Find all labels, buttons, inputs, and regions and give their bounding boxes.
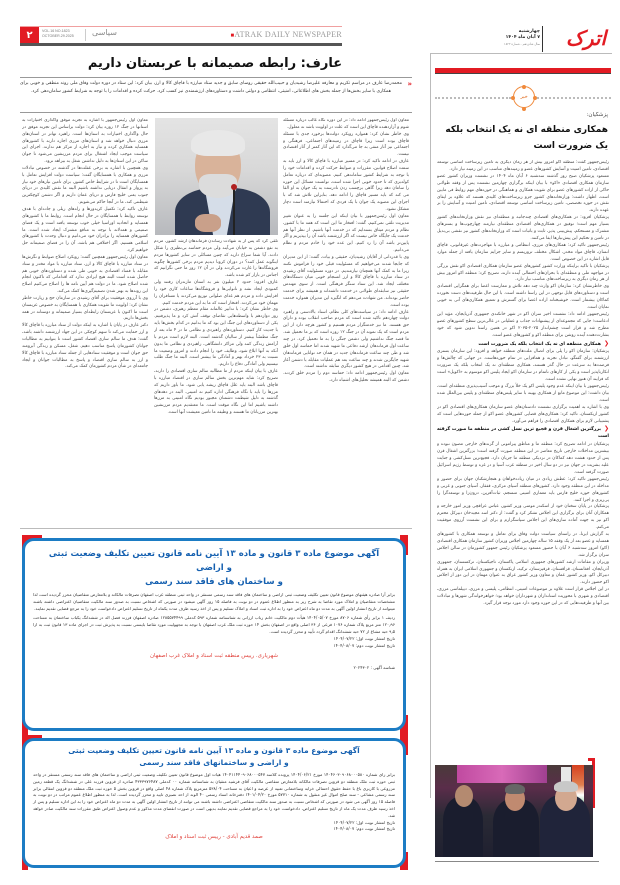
square-bullet-icon: ■: [230, 33, 235, 39]
volume-info: VOL.16 NO.1823 OCTOBER.29.2025: [42, 29, 74, 38]
main-headline: عارف: رابطه صمیمانه با عربستان داریم: [87, 56, 343, 71]
divider: [542, 26, 543, 52]
page-number: ۲: [20, 27, 39, 44]
summit-photo: [435, 765, 593, 857]
article-column-right: معاون اول رئیس‌جمهور ادامه داد: در این دوره نگاه غالب درباره مسئله شوم و آزاردهنده قاچاق این است که علت در اولویت باشد نه معلول. وی خاطر نشان کرد: همواره رویکرد دولت‌ها برخورد جدی با مسئله قاچاق بوده است زیرا قاچاق در زمینه‌های اجتماعی، فرهنگی و اجتماعی نیز آثار منفی به جا می‌گذارد که این آثار کمتر از آثار اقتصادی نیست. عارف در ادامه تاکید کرد: در مسیر مبارزه با قاچاق کالا و ارز باید به سمت اصلاح قوانین، مقررات و ضوابط حرکت کرده و اقدامات خود را با توجه به شرایط کشور ساماندهی کنیم. مصوبه‌ای که درباره تعامل کوله‌بری که تا حدود خوبی اجرا شده است، توانست مسائل این حوزه را سامان دهد زیرا گاهی برچسب زدن نادرست به یک جوان به او القا می کند که باید مسیر قاچاق را ادامه دهد. بنابراین تلاش شد که با اجرای این مصوبه یک جوان با یک فردی که احتمالا نیازمند است دچار مشکل نشود. معاون اول رئیس‌جمهور با بیان اینکه این جلسه را به عنوان تغییر مدیریت تلقی نمی‌کنیم، گفت: افتخار ما این است که همه ما با کشور، نظام و مردم میثاق بسته‌ایم که در خدمت آنها باشیم. از نظر آنها هم خدمت یک جایگاه خاص نیست که اگر ارزشمند باشد آن را بپذیریم و اگر پایین‌تر باشد آن را رد کنیم. این عده خود را خادم مردم و نظام می‌دانیم. وی با قدردانی از آقایان رشیدیان، حقیقی و بیات، گفت: از این مدیران که جابجا شدند می‌خواهیم که مسئولیت قبلی خود را فراموش نکنند زیرا ما به کمک آنها همچنان نیازمندیم. در دوره مسئولیت آقای رشیدی در ستاد مبارزه با قاچاق کالا و ارز انسجام خوبی میان دستگاه‌های مختلف ایجاد شد. این ستاد سنگر فرهنگی است. از سوی مهندس حقیقی نیز سابقه‌ای طولانی در خدمت داشته‌اند و همیشه برای خدمت حاضر بوده‌اند. من شهادت می‌دهم که انگیزه این مدیران همواره خدمت بوده است. عارف ادامه داد: در سیاست‌های کلی نظام، اسناد بالادستی و راهبرد دولت چهاردهم تاکید شده است که مردم صاحب انقلاب بوده و دارای حق هستند. ما نیز خدمتگزار مردم هستیم و کشور هرچه دارد از این مردم است که یک نمونه آن در جنگ ۱۲ روزه است که بر ما تحمیل شد. ما قصد جنگ نداشتیم ولی دشمن جنگی را به ما تحمیل کرد. در چند ساعت اول فرماندهان ارشد دفاعی ما شهید شدند اما حماسه اول خلق شد و طی چند ساعت فرماندهان جدید در همان حد توانایی فرماندهان شهید جایگزین شدند و چند ساعت بعد هم عملیات مقابله با دشمن آغاز شد. چنین اقدامی در هیچ کشور دیگری سابقه نداشته است. معاون اول رئیس‌جمهور ادامه داد: حماسه دوم را مردم خلق کردند. دشمن که البته همیشه تحلیل‌های اشتباه دارد،: [283, 118, 409, 384]
dot-icon: [511, 96, 515, 100]
photo-rule: [435, 861, 599, 862]
side-article-body: رئیس‌جمهور گفت: منطقه اکو امروز بیش از هر زمان دیگری به تامین زیرساخت اساسی توسعه اقتصادی، تامین امنیت و آسایش کشورهای عضو و زمینه‌های مناسب در این زمینه نیاز دارد. مسعود پزشکیان صبح روز گذشته سه‌شنبه ۶ آبان ماه ۱۴۰۴ در نشست وزیران کشور عضو سازمان همکاری اقتصادی «اکو» با بیان اینکه برگزاری چهارمین نشست پس از وقفه طولانی حاکی از اراده کشورهای عضو برای تقویت همکاری و هماهنگی در حوزه‌های مهم روابط فی مابین است، اظهار داشت: وزارتخانه‌های کشور جزو زیرساخت‌های کلیدی هستند که علاوه بر ایفای نقش در حوزه تخصصی، تامین زیرساخت اساسی توسعه اقتصادی، تامین امنیت و آسایش را بر عهده دارند. پزشکیان افزود: در همکاری‌های اقتصادی چندجانبه و منطقه‌ای نیز نقش وزارتخانه‌های کشور بسیار مهم است؛ توفیق در همکاری‌های اقتصادی منطقه‌ای نیازمند چهارچوب‌ها و بسترهای مشترک و مستحکم، پیش‌بینی پذیر، ثابت و باثبات است که وزارتخانه‌های کشور نیز نقشی بی‌بدیل در تامین و تحکیم این پیش‌نیازها ایفا می‌کنند. رئیس‌جمهور تاکید کرد: همکاری‌های مرزی، انتظامی و مبارزه با مهاجرت‌های غیرقانونی، قاچاق انسان، قاچاق مواد مخدر، اشکال مختلف تروریسم و سایر جرایم سازمان یافته از جمله موارد قابل اشاره در این خصوص است. پزشکیان با تاکید براینکه وزارت کشور کشورهای عضو سازمان همکاری اقتصادی اکو نقش بزرگی در مواجهه ملی و منطقه‌ای با بحران‌های احتمالی آینده دارند، تصریح کرد: منطقه اکو امروز بیش از هر زمان دیگری به زیرساخت‌های مناسب نیاز دارد. وی خاطرنشان کرد: سازمان اکو وارث چند دهه تلاش و ممارست اعضا برای همگرایی اقتصادی است و دستاوردهای قابل توجهی در این راستا داشته است. با این حال ظرفیت‌های دست نخورده کماکان بیشمار است. خوشبختانه اراده اعضا برای گسترش و تعمیق همکاری‌های آتی به خوبی نمایان است. رئیس‌جمهور ادامه داد: نشست اخیر سران اکو در شهر خانکندی جمهوری آذربایجان، مؤید این ادعاست؛ جایی که مجموعه‌ای از پیشنهادات جذاب و عملیاتی در عالی‌ترین سطح کشورهای عضو مطرح شد و قرار است چشم‌انداز ۲۰۲۵-۲۰۳۵ اکو در همین راستا تدوین شود که خود بشارت‌دهنده آینده روشن برای منطقه اکو و کشورهای عضو است. ❮همکاری منطقه ای نه یک انتخاب بلکه یک ضرورت است پزشکیان: سازمان اکو را پلی برای اتصال ملت‌های منطقه خواهد و افزود: این سازمان بستری ارزشمند برای گفتگو، تبادل تجربه و همافزایی در تمام حوزه‌هاست. در جهانی که چالش‌ها و فرصت‌ها به سرعت در حال گذر هستند، همکاری منطقه‌ای نه یک انتخاب بلکه یک ضرورت انکارناپذیر است و یکی از کارهای ناتمام در سازمان اکو ایجاد پلیس اکو موسوم به «اکوپل» است که فرایند آن هنوز نهایی نشده است. رئیس‌جمهور با بیان اینکه عدم وجود پلیس اکو یک خلأ بزرگ و موجب آسیب‌پذیری منطقه‌ای است، بیان داشت: این موضوع مانع از همکاری بهینه با سایر پلیس‌های منطقه‌ای و پلیس بین‌الملل شده است. وی با اشاره به اهمیت برگزاری نشست دادستان‌های عضو سازمان همکاری‌های اقتصادی اکو در کشور ازبکستان، تاکید کرد: همکاری‌های قضایی کشورهای عضو اکو از جمله حوزه‌هایی است که پشتیبانی لازم برای همکاری اقتصادی را فراهم می‌آورد. ❮بزرگترین اشغال قرن و فجیع ترین نسل کشی در منطقه ما صورت گرفته است پزشکیان در ادامه تصریح کرد: منطقه ما و مناطق پیرامونی از گزندهای خارجی مصون نبوده و بیشترین مداخلات خارجی تاریخ معاصر در این منطقه صورت گرفته است؛ بزرگترین اشغال قرن پس از حدود هشت دهه کماکان در نزدیکی منطقه ما جریان دارد. فجیع‌ترین نسل‌کشی و جنایت علیه بشریت در جهان نیز در دو سال اخیر در منطقه غرب آسیا و در غزه و توسط رژیم اسرائیل صورت گرفته است. رئیس‌جمهور تاکید کرد: عطش زیادی در میان زیاده‌خواهان و هنجارشکنان جهان برای حضور و مداخله در این منطقه وجود دارد. کشورهای منطقه آسیای مرکزی، قفقاز، آسیای جنوبی و غربی و کشورهای حوزه خلیج فارس باید معماری امنیتی منسجم، ثبات‌آفرین، درون‌زا و توسعه‌گرا را پی‌ریزی و اجرا کنند. پزشکیان در پایان سخنان خود از اسکندر مومنی وزیر کشور، عباس عراقچی وزیر امور خارجه و همکاران آنان برای برگزاری این اجلاس تشکر کرد و گفت: از دکتر اسد مجید‌خان دبیرکل محترم اکو نیز به جهت آماده سازی‌های این اجلاس سپاسگزارم و برای این نشست آرزوی موفقیت می‌کنم. به گزارش ایرنا، در راستای سیاست دولت وفاق برای تعامل و توسعه همکاری با کشورهای همسایه و عضو بعد از یک وقفه ۱۵ ساله چهارمین اجلاس وزیران کشور سازمان همکاری اقتصادی (اکو) امروز سه‌شنبه ۶ آبان با حضور مسعود پزشکیان رئیس جمهور کشورمان در سالن اجلاس سران برگزار شد. وزیران و مقامات ارشد کشورهای جمهوری اسلامی پاکستان، تاجیکستان، ترکمنستان، جمهوری آذربایجان، افغانستان، قزاقستان، قرقیزستان، ترکیه، ازبکستان و جمهوری اسلامی ایران به همراه دبیرکل اکو، وزیر کشور عمان و معاون وزیر کشور عراق به عنوان مهمان در این دور از اجلاس اکو حضور دارند. در این اجلاس قرار است علاوه بر موضوعات امنیتی، انتظامی، پلیسی و مرزی، دیپلماسی مرزی، اقتصادی و شهری با محوریت استانداران و شهرداران خواهد بود؛ خواهرخواندگی شهرها و مبادلات بین آنها و ظرفیت‌هایی که در این حوزه وجود دارد مورد توجه قرار گیرد.: [437, 160, 609, 607]
notice-date-2: تاریخ انتشار نوبت دوم: ۱۴۰۴/۰۸/۰۷: [333, 642, 395, 648]
legal-notice-2: [22, 738, 406, 868]
article-column-left: معاون اول رئیس‌جمهور با اشاره به تجربه موفق واگذاری اختیارات به استانها در جنگ ۱۲ روزه بیان کرد: دولت براساس این تجربه موفق در حال واگذاری اختیارات به استان‌ها است. راهبرد تهاتر در استان‌های مرزی دنبال خواهد شد و استان‌های مرزی اجازه دارند با کشورهای همسایه همکاری کرده و نیاز به اجازه از مرکز هم ندارند. اجرای این سیاست موجب ایجاد اشتغال برای مردم مرزنشین می‌شود تا جوان ساکن در این استان‌ها به دلیل نداشتن شغل به بیراهه نرود. وی همچنین با اشاره به برخی غفلت‌ها در گذشته در خصوص تبادلات مرزی و همکاری با همسایگان گفت: سیاست دولت افزایش تعامل با همسایگان است تا در شرایط خاص کشور، برای تامین نیازهای خود نیاز به پرواز و انتقال دریایی نداشته باشیم البته ما نقش کلیدی در دریای جنوب یعنی خلیج فارس و دریای عمان داریم و اگر دشمن کوچکترین شیطنتی کند، ما در آنجا حاکم می‌شویم. عارف تاکید کرد: تکمیل کریدورها و راه‌های ریلی و جاده‌ای با هدف توسعه روابط با همسایگان در حال انجام است. روابط ما با کشورهای همسایه و اتحادیه اوراسیا خیلی خوب توسعه یافته است و یک فضای صمیمی و همدلانه با توجه به منافع مشترک ایجاد شده است. ما کشورهای همسایه را برادران خود می‌دانیم و دنبال وحدت با کشورهای اسلامی هستیم. اگر اختلافی هم باشد، آن را در فضای صمیمانه حل خواهیم کرد. معاون اول رئیس‌جمهور همچنین گفت: رویکرد اصلاح ضوابط و نگرش‌ها در ستاد مبارزه با قاچاق کالا و ارز، ستاد مبارزه با مواد مخدر و ستاد مقابله با فساد اقتصادی به خوبی طی شده و دستاوردهای خوبی هم حاصل شده است البته هیچ ایرادی ندارد که اقداماتی که تاکنون انجام شده اصلاح شود. ما در دولت هم آیین نامه ها را اصلاح می‌کنیم اصلاح این روندها به بهتر شدن تصمیم‌گیری‌ها کمک می‌کند. وی با آرزوی موفقیت برای آقای رشیدی در سازمان حج و زیارت خاطر نشان کرد: اولویت ما تقویت همکاری با همسایگان به خصوص عربستان است ما اکنون با عربستان رابطه‌ای بسیار صمیمانه و دوستانه در همه بخش‌ها داریم. دکتر عارف در پایان با اشاره به اینکه دولت از ستاد مبارزه با قاچاق کالا و ارز حمایت می‌کند تا سهم کوچکی در این جهاد ارزشمند داشته باشد، گفت: هدف ما سالم سازی اقتصاد کشور است تا بتوانیم به مطالبات جوانان کشورمان پاسخ مناسب دهیم. شغل، مسکن و زندگی آبرومند حق جوان است و موفقیت ستادهایی از جمله ستاد مبارزه با قاچاق کالا و ارز به سالم سازی اقتصاد و پاسخ به مطالبات جوانان و ایجاد جامعه‌ای در شأن مردم کشورمان کمک می‌کند.: [22, 118, 148, 370]
dotted-rule: [435, 97, 511, 99]
notice-title: آگهی موضوع ماده ۳ قانون و ماده ۱۳ آیین نامه قانون تعیین تکلیف وضعیت ثبتی و اراضی و ساختمانهای فاقد سند رسمی: [68, 746, 360, 767]
legal-notice-1: [22, 538, 406, 731]
notice-date-1: تاریخ انتشار نوبت اول: ۱۴۰۴/۰۷/۲۲: [333, 635, 395, 641]
subheading: ❮همکاری منطقه ای نه یک انتخاب بلکه یک ضرورت است: [478, 339, 609, 347]
dot-icon: [522, 107, 526, 111]
notice-signature: شهریاری. رییس منطقه ثبت اسناد و املاک غرب اصفهان: [150, 653, 278, 660]
divider: [20, 528, 412, 529]
chevron-icon: ❮: [603, 425, 609, 433]
news-badge-row: [435, 86, 611, 110]
divider: [85, 29, 86, 41]
dark-rule: [435, 73, 611, 74]
aref-photo: [155, 118, 278, 235]
divider: [20, 77, 412, 78]
notice-date-2: تاریخ انتشار نوبت دوم: ۱۴۰۴/۰۸/۰۷: [333, 826, 395, 832]
subheading: ❮بزرگترین اشغال قرن و فجیع ترین نسل کشی در منطقه ما صورت گرفته است: [437, 425, 609, 440]
notice-body: برابر رای شماره ۱۴۰۴۶۰۳۰۹۰۶۸۰۰۰۵۸۰ مورخ ۱۴۰۴/۰۶/۲۱ پرونده کلاسه ۱۴۰۴۱۱۴۴۰۹۰۶۸۰۰۰۵۴۷ هیات اول موضوع قانون تعیین تکلیف وضعیت ثبتی اراضی و ساختمان های فاقد سند رسمی مستقر در واحد ثبتی حوزه ثبت ملک منطقه دو قزوین تصرفات مالکانه بلامعارض متقاضی مالکیت آقای فرشید متقیان به شناسنامه شماره ۰۰ کدملی ۴۳۳۳۹۷۶۴۸۷ صادره از قزوین فرزند علی در ششدانگ یک قطعه زمین مزروعی با کاربری باغ با حفظ حقوق احتمالی خرابه وساختمانی تعبیه از عرصه و اعیان به مساحت ۵۳۸/۰۴ مترمربع پلاک شماره ۴۸ اصلی واقع در قزوین بخش ۵ حوزه ثبت ملک منطقه دو قزوین انتقالی برابر سند رسمی مشاعی - سند صلح اموال غیر منقول به شماره ۵۷۷۱۰ مورخ ۱۴۰۱/۰۴/۲۰ دفترخانه اسناد رسمی ۴۰ الوند از احد نصیری تایید و محرز گردیده است. لذا به منظور اطلاع عموم مراتب در دو نوبت به فاصله ۱۵ روز آگهی می شود در صورتی که اشخاص نسبت به صدور سند مالکیت متقاضی اعتراضی داشته باشند می توانند از تاریخ انتشار اولین آگهی به مدت دو ماه اعتراض خود را به این اداره تسلیم و پس از اخذ رسید ظرف مدت یک ماه از تاریخ تسلیم اعتراض، دادخواست خود را به مراجع قضایی تقدیم نمایند بدیهی است در صورت انقضای مدت مذکور و عدم وصول اعتراض طبق مقررات سند مالکیت صادر خواهد شد.: [33, 772, 396, 818]
notice-title: آگهی موضوع ماده ۳ قانون و ماده ۱۳ آیین نامه قانون تعیین تکلیف وضعیت ثبتی و اراضی و ساختمان های فاقد سند رسمی: [48, 549, 380, 587]
chevron-icon: ❮: [603, 339, 609, 347]
dotted-rule: [537, 97, 611, 99]
notice-body: ردیف ۱ برابر رأی شماره ۸۷۰۶ مورخ ۱۴۰۴/۰۵/۰۷ هیأت دوم مالکیت خانم رباب ارزانی به شناسنامه شماره ۵۹۳ کدملی ۱۲۸۵۵۷۴۴۹۹ صادره اصفهان فرزند فضل اله در ششدانگ یکباب ساختمان به مساحت ۱۲۰٫۹۶ متر مربع پلاک شماره ۱۰۷۶ فرعی از ۳۶ اصلی واقع در اصفهان بخش ۱۴ حوزه ثبت ملک غرب اصفهان با توجه به مجهولیت مورد تقاضا بایستی نسبت به پذیرش ثبت در اجرای ماده ۱۳ قانون ثبت به ازا ۹٫۵ حبه مشاع از ۷۲ حبه ششدانگ اقدام گردد تأیید و محرز گردیده است.: [33, 615, 396, 634]
brand-name: ■ATRAK DAILY NEWSPAPER: [230, 30, 342, 39]
logo-text: اترک: [565, 26, 606, 50]
news-badge: خبر: [513, 86, 535, 108]
dot-icon: [533, 96, 537, 100]
issue-date: چهارشنبه ۷ آبان ماه ۱۴۰۴ سال شانزدهم - شماره ۱۸۲۳: [504, 29, 540, 46]
side-article-kicker: پزشکیان:: [586, 112, 608, 118]
microphone: [233, 188, 235, 235]
double-chevron-icon: «: [407, 80, 412, 88]
notice-signature: صمد قدیم آبادی - رییس ثبت اسناد و املاک: [165, 834, 263, 841]
section-label: سیاسی: [92, 28, 117, 37]
notice-date-1: تاریخ انتشار نوبت اول: ۱۴۰۴/۰۷/۲۲: [333, 819, 395, 825]
page-masthead: [20, 26, 342, 44]
notice-body: برابر آرا صادره هیئتهای موضوع قانون تعیین تکلیف وضعیت ثبتی اراضی و ساختمان های فاقد سند رسمی مستقر در واحد ثبتی منطقه غرب اصفهان تصرفات مالکانه و بلامعارض متقاضیان محرز گردیده است لذا مشخصات متقاضیان و املاک مورد تقاضا به شرح زیر به منظور اطلاع عموم در دو نوبت به فاصله ۱۵ روز آگهی میشود در صورتی که اشخاص نسبت به صدور سند مالکیت متقاضیان اعتراضی داشته باشند میتوانند از تاریخ انتشار اولین آگهی به مدت دو ماه اعتراض خود را به اداره ثبت اسناد و املاک تسلیم و پس از اخذ رسید ظرف مدت یکماه از تاریخ تسلیم اعتراض دادخواست خود را به مرجع قضایی تقدیم نمایند.: [33, 592, 395, 611]
dot-icon: [522, 85, 526, 89]
article-column-middle: تلقی کرد که پس از به شهادت رساندن فرماندهان ارشد کشور، مردم به نفع دشمن به خیابان می‌آیند ولی مردم حماسه بی‌نظیری را شکل دادند. آیا شما سراغ دارید که چنین مسائلی در سایر کشورها مردم اینگونه عمل کنند؟ در دوران کرونا دیدیم مردم برخی کشورها چگونه فروشگاه‌ها را غارت می‌کردند ولی در آن ۱۲ روز ما حتی نگرانیم که اجناس در بازار کم شده باشد. عارف افزود: حدود ۲ میلیون نفر به استان مازندران رفتند ولی کمبودی ایجاد نشد و نانوایی‌ها و فروشگاه‌ها ساعات کاری خود را افزایش داده و مردم هم غذای صلواتی توزیع می‌کردند یا مسافران را مهمان خود می‌کردند. افتخار است که ما به این مردم خدمت کنیم. وی خاطر نشان کرد: با تدابیر عالمانه مقام معظم رهبری، دشمن در روز دوازدهم با واسطه‌هایی تقاضای توقف آتش کرد و ما پذیرفتیم. یکی از دستاوردهای این جنگ این بود که ما بدانیم در کدام بخش‌ها باید با جدیت کار کنیم. دستاوردهای راهبردی و نظامی ما در ۴ ماه بعد از جنگ مطمئناً بیشتر از سالیان گذشته است. البته لازم است مردم با آرامش زندگی کنند ولی مراکز دانشگاهی، راهبردی و نظامی ما بدون آنکه به آنها ابلاغ شود، وظایف خود را انجام دادند و امروز وضعیت ما نسبت به ۲۳ خرداد بهتر و آمادگی ما بیشتر است. البته ما جنگ طلب نیستیم ولی آمادگی دفاع را داریم. عارف با بیان اینکه مردم از ما مطالبه سالم سازی اقتصادی را دارند، تصریح کرد: شاید مهم‌ترین بخش سالم سازی در اقتصاد مبارزه با قاچاق باشد البته باید علل قاچاق ریشه یابی شود. ما باور داریم که مرزها را باید با نگاه فرهنگی اداره کنیم نه امنیتی. البته در دهه‌های گذشته به دلیل شیطنت دشمنان مجبور بودیم نگاه امنیتی به مرزها داشته باشیم اما این نگاه موقت است. ما معتقدیم مردم مرزنشین بهترین مرزبانان ما هستند و وظیفه ما تامین معیشت آنها است.: [154, 239, 278, 416]
masthead-rule: [20, 43, 342, 46]
divider: [20, 112, 412, 113]
side-article-title: همکاری منطقه ای نه یک انتخاب بلکه یک ضرورت است: [445, 125, 608, 151]
notice-id: شناسه آگهی : ۲۰۲۴۳۰۲: [353, 665, 395, 671]
lead-paragraph: « محمدرضا عارف در مراسم تکریم و معارفه علیرضا رشیدیان و حبیب‌الله حقیقی روسای سابق و جدید ستاد مبارزه با قاچاق کالا و ارز، بیان کرد: این ستاد در دوره دولت وفاق ملی روند منطقی و خوبی برای همکاری با سایر بخش‌ها از جمله بخش های اطلاعاتی، امنیتی، انتظامی و دولتی داشت و دستاوردهای ارزشمندی نیز کسب کرد. حرکت کرده و اقدامات را با توجه به شرایط کشور سامان‌دهی کرد.: [20, 80, 412, 94]
